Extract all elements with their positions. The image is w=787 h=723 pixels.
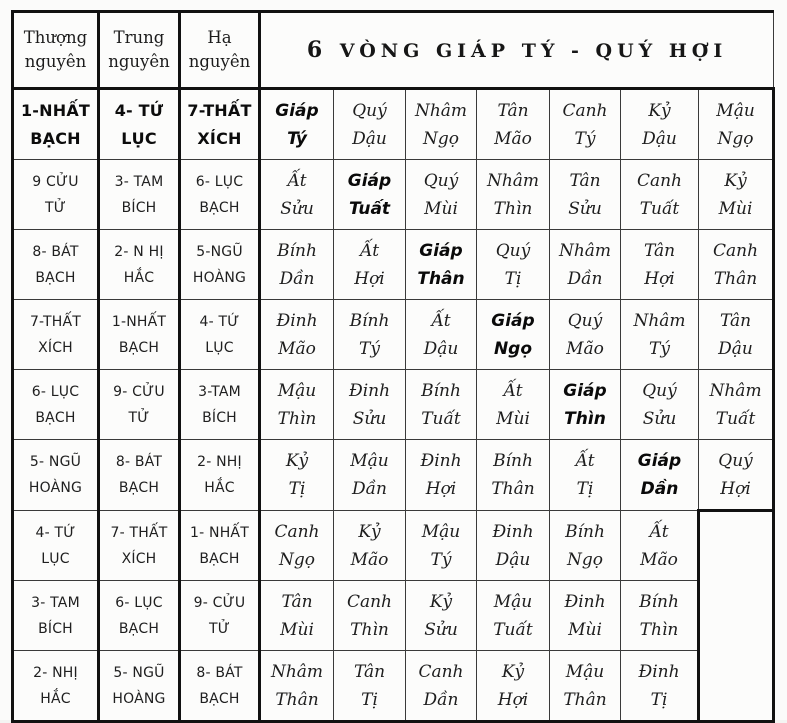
earthly-branch: Tý <box>287 128 307 149</box>
title-text: VÒNG GIÁP TÝ - QUÝ HỢI <box>339 40 728 62</box>
header-label: nguyên <box>188 52 251 71</box>
heavenly-stem: Đinh <box>276 310 318 331</box>
star-label: 3-TAM <box>198 383 241 400</box>
can-chi-cell <box>477 581 550 651</box>
star-label: HOÀNG <box>192 269 247 286</box>
heavenly-stem: Quý <box>495 240 531 261</box>
empty-cell <box>699 511 774 722</box>
heavenly-stem: Tân <box>719 310 752 331</box>
earthly-branch: Thân <box>275 689 319 710</box>
star-label: 8- BÁT <box>115 454 163 470</box>
can-chi-cell <box>477 160 550 230</box>
header-label: nguyên <box>24 52 87 71</box>
earthly-branch: Sửu <box>352 408 387 429</box>
table-row <box>13 300 774 370</box>
flying-star-cell <box>180 440 260 511</box>
can-chi-cell <box>334 89 406 160</box>
heavenly-stem: Kỷ <box>648 100 671 121</box>
star-label: 2- NHỊ <box>197 454 242 470</box>
can-chi-cell <box>406 370 477 440</box>
heavenly-stem: Mậu <box>565 661 605 682</box>
star-label: BẠCH <box>118 339 160 356</box>
heavenly-stem: Đinh <box>420 451 462 471</box>
can-chi-cell <box>260 160 334 230</box>
earthly-branch: Tuất <box>715 408 756 429</box>
can-chi-cell <box>477 370 550 440</box>
star-label: LỤC <box>121 128 157 148</box>
heavenly-stem: Mậu <box>716 100 755 121</box>
earthly-branch: Thìn <box>493 198 533 219</box>
earthly-branch: Mùi <box>568 619 602 640</box>
header-trung-nguyen <box>99 12 180 89</box>
flying-star-cell <box>99 300 180 370</box>
flying-star-cell <box>180 511 260 581</box>
earthly-branch: Dần <box>352 479 387 499</box>
table-row <box>13 370 774 440</box>
can-chi-cell <box>550 300 621 370</box>
heavenly-stem: Canh <box>346 591 393 612</box>
can-chi-cell <box>477 89 550 160</box>
flying-star-cell <box>13 300 99 370</box>
can-chi-cell <box>699 160 774 230</box>
heavenly-stem: Giáp <box>347 170 392 191</box>
heavenly-stem: Nhâm <box>633 310 686 331</box>
can-chi-cell <box>621 511 699 581</box>
can-chi-cell <box>334 511 406 581</box>
heavenly-stem: Kỷ <box>501 661 525 682</box>
star-label: TỬ <box>209 620 230 637</box>
can-chi-cell <box>406 581 477 651</box>
earthly-branch: Mão <box>566 338 604 359</box>
header-label: Thượng <box>23 28 88 47</box>
earthly-branch: Dần <box>279 268 315 289</box>
flying-star-cell <box>180 160 260 230</box>
can-chi-cell <box>621 370 699 440</box>
star-label: HOÀNG <box>112 690 166 707</box>
earthly-branch: Ngọ <box>717 128 754 149</box>
earthly-branch: Hợi <box>354 268 385 289</box>
earthly-branch: Ngọ <box>493 338 533 359</box>
earthly-branch: Thìn <box>639 619 679 640</box>
can-chi-cell <box>260 300 334 370</box>
can-chi-cell <box>699 370 774 440</box>
flying-star-cell <box>13 440 99 511</box>
heavenly-stem: Canh <box>274 521 320 542</box>
header-ha-nguyen <box>180 12 260 89</box>
star-label: BÍCH <box>38 620 73 637</box>
heavenly-stem: Giáp <box>491 310 535 331</box>
heavenly-stem: Bính <box>639 591 679 612</box>
flying-star-cell <box>13 581 99 651</box>
can-chi-cell <box>621 230 699 300</box>
heavenly-stem: Đinh <box>348 380 391 401</box>
star-label: XÍCH <box>38 339 73 356</box>
heavenly-stem: Nhâm <box>414 100 468 121</box>
earthly-branch: Ngọ <box>423 128 459 149</box>
earthly-branch: Mùi <box>280 619 314 640</box>
table-row <box>13 440 774 511</box>
can-chi-cell <box>260 511 334 581</box>
heavenly-stem: Nhâm <box>270 661 324 682</box>
heavenly-stem: Giáp <box>563 380 607 401</box>
can-chi-cell <box>621 581 699 651</box>
star-label: 7-THẤT <box>187 100 252 120</box>
star-label: BẠCH <box>35 269 76 286</box>
can-chi-cell <box>334 230 406 300</box>
earthly-branch: Dậu <box>423 338 459 359</box>
flying-star-cell <box>180 581 260 651</box>
can-chi-cell <box>477 440 550 511</box>
can-chi-cell <box>260 651 334 722</box>
star-label: 7-THẤT <box>29 313 82 330</box>
heavenly-stem: Tân <box>497 100 529 121</box>
earthly-branch: Tị <box>504 268 522 289</box>
flying-star-cell <box>99 651 180 722</box>
earthly-branch: Mão <box>278 338 316 359</box>
can-chi-cell <box>550 230 621 300</box>
earthly-branch: Hợi <box>720 478 751 499</box>
star-label: BẠCH <box>30 128 81 148</box>
star-label: LỤC <box>41 550 70 567</box>
table-row <box>13 89 774 160</box>
earthly-branch: Tý <box>649 338 670 359</box>
heavenly-stem: Bính <box>277 240 317 261</box>
earthly-branch: Tị <box>361 689 378 710</box>
can-chi-cell <box>550 160 621 230</box>
star-label: 7- THẤT <box>110 524 168 541</box>
heavenly-stem: Đinh <box>564 591 606 612</box>
star-label: 9- CỬU <box>113 383 165 400</box>
star-label: BẠCH <box>118 620 160 637</box>
earthly-branch: Tuất <box>421 408 461 429</box>
header-thuong-nguyen <box>13 12 99 89</box>
heavenly-stem: Ất <box>431 310 451 331</box>
can-chi-cell <box>699 89 774 160</box>
heavenly-stem: Quý <box>718 450 753 471</box>
giap-cycle-start-cell <box>334 160 406 230</box>
can-chi-cell <box>334 300 406 370</box>
heavenly-stem: Tân <box>353 661 386 682</box>
heavenly-stem: Ất <box>503 380 523 401</box>
earthly-branch: Ngọ <box>279 549 315 570</box>
table-row <box>13 651 774 722</box>
star-label: 9 CỬU <box>32 173 79 190</box>
star-label: HẮC <box>40 690 71 707</box>
can-chi-cell <box>621 89 699 160</box>
can-chi-cell <box>260 440 334 511</box>
flying-star-cell <box>99 440 180 511</box>
can-chi-cell <box>260 581 334 651</box>
can-chi-cell <box>334 370 406 440</box>
giap-cycle-start-cell <box>260 89 334 160</box>
earthly-branch: Sửu <box>642 408 677 429</box>
giap-cycle-start-cell <box>477 300 550 370</box>
can-chi-cell <box>621 160 699 230</box>
flying-star-cell <box>99 511 180 581</box>
earthly-branch: Tuất <box>639 198 680 219</box>
table-row <box>13 511 774 581</box>
earthly-branch: Sửu <box>568 198 602 219</box>
heavenly-stem: Nhâm <box>558 240 612 261</box>
heavenly-stem: Mậu <box>350 451 389 471</box>
earthly-branch: Dần <box>640 479 679 499</box>
earthly-branch: Thân <box>417 268 465 289</box>
table-row <box>13 581 774 651</box>
earthly-branch: Mão <box>494 128 532 149</box>
flying-star-cell <box>13 230 99 300</box>
star-label: BẠCH <box>35 409 76 426</box>
heavenly-stem: Đinh <box>638 661 680 682</box>
star-label: LỤC <box>205 339 234 356</box>
star-label: 6- LỤC <box>195 173 244 190</box>
flying-star-cell <box>180 230 260 300</box>
heavenly-stem: Kỷ <box>358 521 381 542</box>
star-label: 5- NGŨ <box>113 664 165 681</box>
earthly-branch: Tị <box>650 689 668 710</box>
flying-star-cell <box>13 511 99 581</box>
star-label: 1-NHẤT <box>111 313 167 330</box>
giap-cycle-start-cell <box>621 440 699 511</box>
can-chi-cell <box>406 160 477 230</box>
star-label: 3- TAM <box>114 173 164 190</box>
giap-cycle-start-cell <box>550 370 621 440</box>
can-chi-cell <box>621 300 699 370</box>
giap-cycle-start-cell <box>406 230 477 300</box>
header-label: nguyên <box>108 52 170 71</box>
star-label: BẠCH <box>199 199 240 216</box>
star-label: 5- NGŨ <box>29 454 82 470</box>
earthly-branch: Dậu <box>642 128 677 149</box>
star-label: 4- TỨ <box>199 313 240 330</box>
heavenly-stem: Kỷ <box>724 170 747 191</box>
can-chi-cell <box>477 651 550 722</box>
earthly-branch: Tị <box>576 479 594 499</box>
earthly-branch: Mùi <box>718 198 753 219</box>
star-label: HẮC <box>204 480 235 496</box>
heavenly-stem: Nhâm <box>709 380 762 401</box>
earthly-branch: Dần <box>423 689 459 710</box>
header-label: Hạ <box>207 28 232 47</box>
header-row <box>13 12 774 89</box>
heavenly-stem: Tân <box>643 240 676 261</box>
heavenly-stem: Bính <box>493 451 533 471</box>
heavenly-stem: Ất <box>575 451 595 471</box>
star-label: BÍCH <box>202 409 237 426</box>
heavenly-stem: Bính <box>421 380 461 401</box>
heavenly-stem: Mậu <box>277 380 317 401</box>
star-label: XÍCH <box>197 128 242 148</box>
can-chi-cell <box>550 89 621 160</box>
star-label: 8- BÁT <box>32 243 79 260</box>
earthly-branch: Thân <box>563 689 607 710</box>
earthly-branch: Mão <box>640 549 678 570</box>
can-chi-cell <box>406 651 477 722</box>
flying-star-cell <box>99 89 180 160</box>
can-chi-cell <box>334 581 406 651</box>
star-label: 6- LỤC <box>115 594 163 611</box>
heavenly-stem: Mậu <box>421 521 461 542</box>
can-chi-cell <box>406 300 477 370</box>
earthly-branch: Mùi <box>496 408 530 429</box>
heavenly-stem: Quý <box>642 380 677 401</box>
earthly-branch: Thân <box>491 479 535 499</box>
flying-star-cell <box>99 230 180 300</box>
earthly-branch: Hợi <box>425 479 457 499</box>
star-label: BÍCH <box>121 199 157 216</box>
can-chi-cell <box>406 89 477 160</box>
star-label: HẮC <box>123 269 155 286</box>
earthly-branch: Tuất <box>493 619 533 640</box>
can-chi-cell <box>550 581 621 651</box>
can-chi-cell <box>260 370 334 440</box>
heavenly-stem: Quý <box>567 310 603 331</box>
can-chi-cell <box>550 511 621 581</box>
can-chi-cell <box>334 440 406 511</box>
flying-star-cell <box>99 581 180 651</box>
heavenly-stem: Đinh <box>492 521 534 542</box>
star-label: 6- LỤC <box>31 383 80 400</box>
flying-star-cell <box>99 370 180 440</box>
flying-star-cell <box>13 89 99 160</box>
flying-star-cell <box>180 300 260 370</box>
star-label: 8- BÁT <box>196 664 243 681</box>
earthly-branch: Hợi <box>644 268 675 289</box>
earthly-branch: Dậu <box>718 338 753 359</box>
table-row <box>13 230 774 300</box>
can-chi-cell <box>699 300 774 370</box>
can-chi-cell <box>334 651 406 722</box>
star-label: 1- NHẤT <box>190 524 249 541</box>
heavenly-stem: Quý <box>352 100 387 121</box>
star-label: BẠCH <box>199 550 240 567</box>
heavenly-stem: Nhâm <box>486 170 540 191</box>
star-label: 4- TỨ <box>35 524 76 541</box>
heavenly-stem: Kỷ <box>285 451 309 471</box>
earthly-branch: Dậu <box>495 549 531 570</box>
star-label: 4- TỨ <box>114 100 164 120</box>
star-label: TỬ <box>128 409 150 426</box>
earthly-branch: Thìn <box>277 408 317 429</box>
table-title <box>260 12 774 89</box>
star-label: BẠCH <box>199 690 240 707</box>
earthly-branch: Tý <box>359 338 380 359</box>
flying-star-cell <box>13 160 99 230</box>
star-label: 5-NGŨ <box>196 243 243 260</box>
earthly-branch: Tý <box>430 549 452 570</box>
heavenly-stem: Bính <box>565 521 605 542</box>
can-chi-cell <box>699 440 774 511</box>
star-label: 1-NHẤT <box>20 100 91 120</box>
heavenly-stem: Canh <box>636 170 683 191</box>
flying-star-cell <box>180 370 260 440</box>
earthly-branch: Tý <box>574 128 596 149</box>
heavenly-stem: Canh <box>418 661 464 682</box>
earthly-branch: Sửu <box>280 198 314 219</box>
star-label: 9- CỬU <box>193 594 246 611</box>
heavenly-stem: Tân <box>281 591 313 612</box>
heavenly-stem: Giáp <box>275 100 319 121</box>
heavenly-stem: Canh <box>562 100 608 121</box>
can-chi-cell <box>406 440 477 511</box>
heavenly-stem: Tân <box>569 170 601 191</box>
heavenly-stem: Giáp <box>637 451 682 471</box>
title-number: 6 <box>306 37 329 63</box>
earthly-branch: Mùi <box>424 198 458 219</box>
header-label: Trung <box>113 28 165 47</box>
heavenly-stem: Ất <box>649 521 669 542</box>
heavenly-stem: Giáp <box>419 240 463 261</box>
star-label: BẠCH <box>118 480 160 496</box>
flying-star-cell <box>180 651 260 722</box>
earthly-branch: Dậu <box>352 128 387 149</box>
heavenly-stem: Quý <box>423 170 459 191</box>
flying-star-cell <box>13 651 99 722</box>
star-label: HOÀNG <box>28 480 83 496</box>
heavenly-stem: Ất <box>359 240 380 261</box>
can-chi-cell <box>477 230 550 300</box>
star-label: 2- N HỊ <box>114 243 164 260</box>
earthly-branch: Thìn <box>350 619 389 640</box>
heavenly-stem: Bính <box>349 310 390 331</box>
can-chi-cell <box>406 511 477 581</box>
table-row <box>13 160 774 230</box>
earthly-branch: Tuất <box>348 198 391 219</box>
can-chi-cell <box>550 651 621 722</box>
earthly-branch: Thân <box>713 268 758 289</box>
heavenly-stem: Mậu <box>493 591 533 612</box>
earthly-branch: Dần <box>567 268 603 289</box>
can-chi-cell <box>699 230 774 300</box>
flying-star-cell <box>13 370 99 440</box>
star-label: 2- NHỊ <box>33 664 78 681</box>
can-chi-cell <box>477 511 550 581</box>
earthly-branch: Tị <box>288 479 306 499</box>
star-label: XÍCH <box>121 550 157 567</box>
earthly-branch: Mão <box>350 549 389 570</box>
can-chi-cell <box>621 651 699 722</box>
heavenly-stem: Ất <box>287 170 307 191</box>
heavenly-stem: Canh <box>713 240 759 261</box>
flying-star-cell <box>180 89 260 160</box>
star-label: TỬ <box>45 199 66 216</box>
flying-star-cell <box>99 160 180 230</box>
earthly-branch: Thìn <box>564 408 606 429</box>
star-label: 3- TAM <box>31 594 80 611</box>
earthly-branch: Hợi <box>497 689 529 710</box>
earthly-branch: Sửu <box>424 619 458 640</box>
heavenly-stem: Kỷ <box>429 591 453 612</box>
earthly-branch: Ngọ <box>567 549 603 570</box>
giap-ty-cycle-table <box>11 10 775 723</box>
can-chi-cell <box>260 230 334 300</box>
can-chi-cell <box>550 440 621 511</box>
